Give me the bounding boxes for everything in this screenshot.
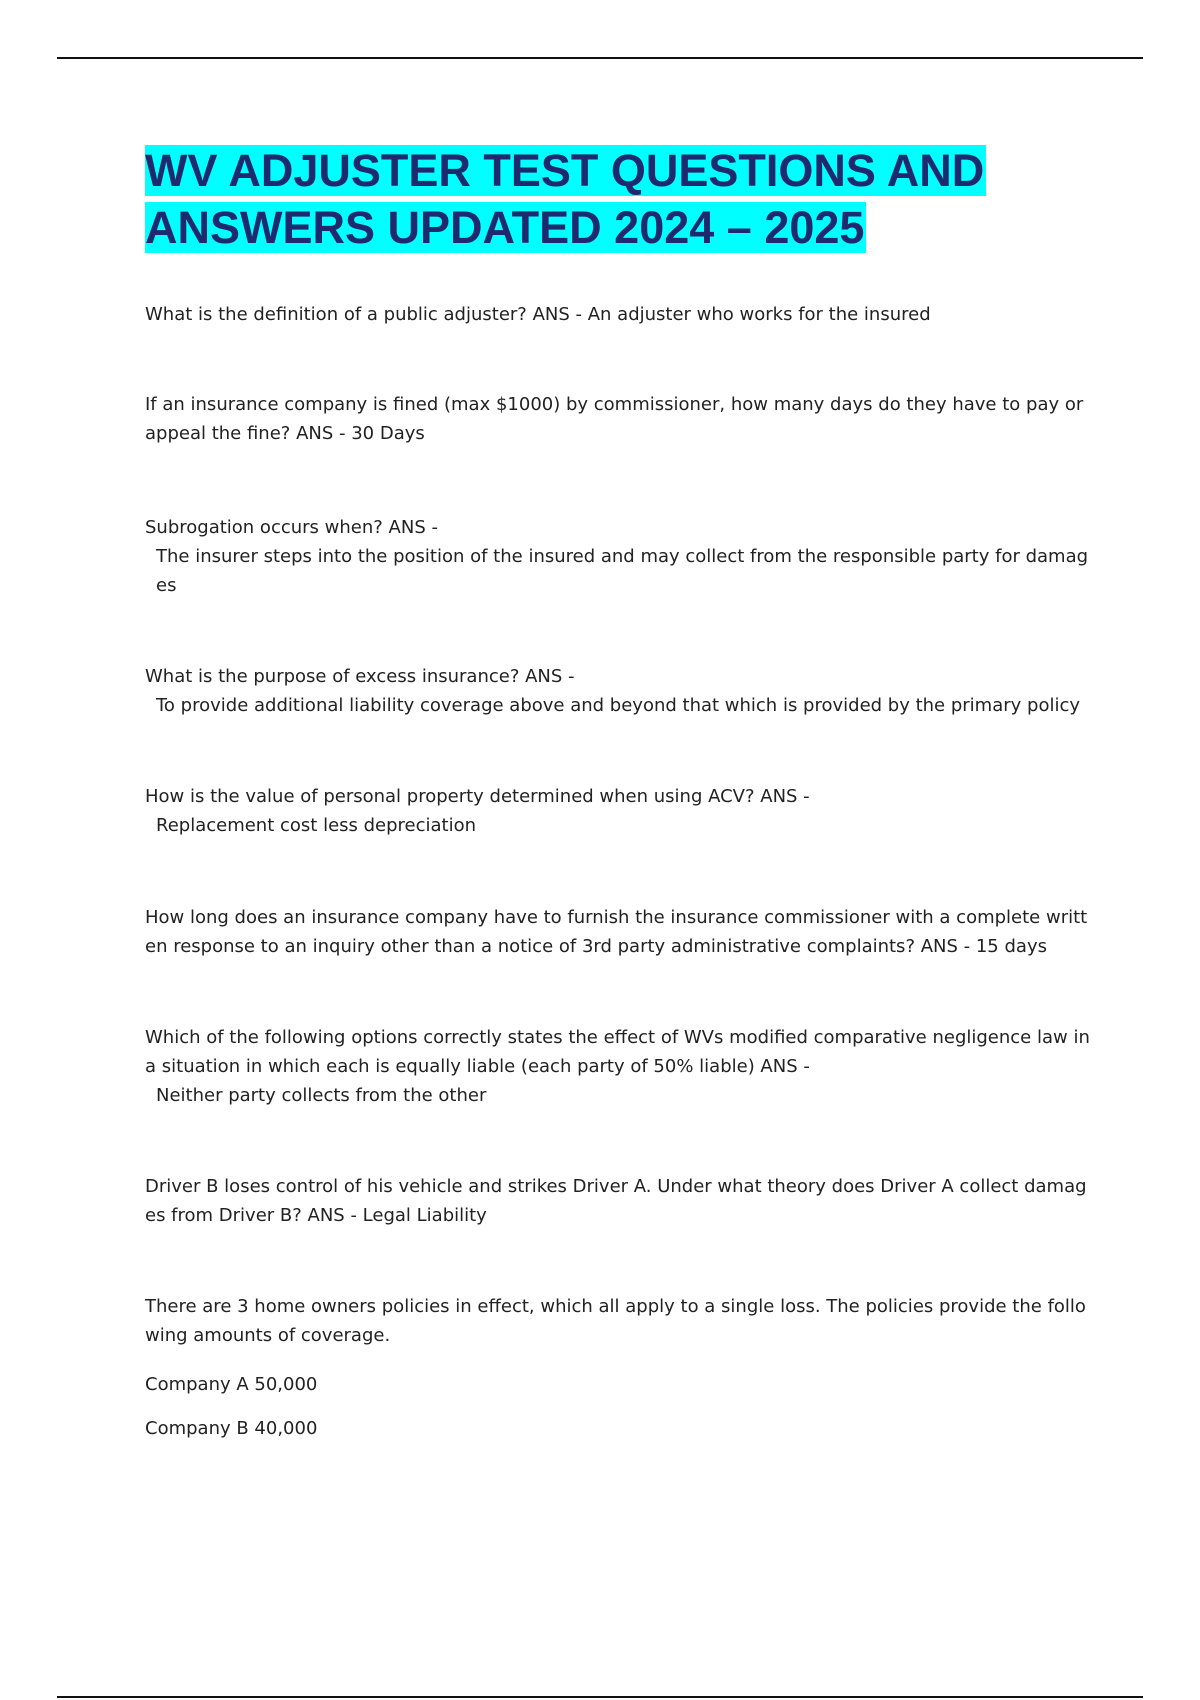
answer-text: 15 days <box>975 936 1047 957</box>
qa-item-2 <box>145 390 1095 448</box>
question-text: Which of the following options correctly states the effect of WVs modified comparative negligence law in a situation in which each is equally liable (each party of 50% liable) ANS - <box>145 1027 1090 1077</box>
bottom-rule <box>57 1696 1143 1698</box>
answer-text: The insurer steps into the position of the insured and may collect from the responsible party for damages <box>156 546 1089 596</box>
document-title <box>145 142 1105 256</box>
question-text: If an insurance company is fined (max $1000) by commissioner, how many days do they have to pay or appeal the fine? ANS - <box>145 394 1084 444</box>
qa-item-6 <box>145 903 1095 961</box>
company-a-line: Company A 50,000 <box>145 1374 318 1395</box>
question-text: There are 3 home owners policies in effect, which all apply to a single loss. The policies provide the following amounts of coverage. <box>145 1296 1086 1346</box>
page-title <box>145 142 1105 256</box>
title-line-2: ANSWERS UPDATED 2024 – 2025 <box>145 202 865 253</box>
answer-text: 30 Days <box>351 423 425 444</box>
answer-text: Replacement cost less depreciation <box>156 815 477 836</box>
qa-item-7 <box>145 1023 1095 1110</box>
qa-item-4 <box>145 662 1095 720</box>
qa-item-3 <box>145 513 1095 600</box>
answer-text: Legal Liability <box>362 1205 487 1226</box>
question-text: What is the purpose of excess insurance? ANS - <box>145 666 575 687</box>
qa-item-8 <box>145 1172 1095 1230</box>
qa-item-1 <box>145 300 1095 329</box>
question-text: How is the value of personal property determined when using ACV? ANS - <box>145 786 810 807</box>
title-line-1: WV ADJUSTER TEST QUESTIONS AND <box>145 145 985 196</box>
answer-text: To provide additional liability coverage above and beyond that which is provided by the primary policy <box>156 695 1081 716</box>
question-text: Driver B loses control of his vehicle and strikes Driver A. Under what theory does Driver A collect damages from Driver B? ANS - <box>145 1176 1087 1226</box>
question-text: Subrogation occurs when? ANS - <box>145 517 438 538</box>
qa-item-9 <box>145 1292 1095 1350</box>
top-rule <box>57 57 1143 59</box>
company-b-line: Company B 40,000 <box>145 1418 318 1439</box>
question-text: What is the definition of a public adjuster? ANS - <box>145 304 588 325</box>
answer-text: Neither party collects from the other <box>156 1085 487 1106</box>
qa-item-5 <box>145 782 1095 840</box>
question-text: How long does an insurance company have to furnish the insurance commissioner with a complete written response to an inquiry other than a notice of 3rd party administrative complaints? ANS - <box>145 907 1088 957</box>
answer-text: An adjuster who works for the insured <box>587 304 931 325</box>
